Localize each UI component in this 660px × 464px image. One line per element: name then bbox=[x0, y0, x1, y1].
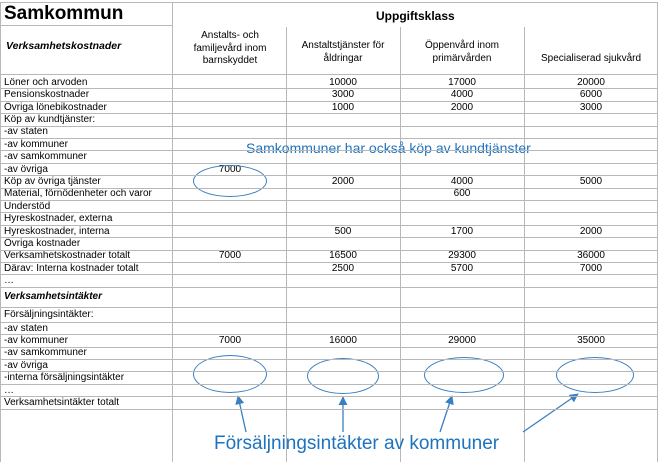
table-cell: 35000 bbox=[577, 334, 605, 346]
table-cell: 2000 bbox=[579, 225, 603, 237]
table-cell: 16000 bbox=[329, 334, 357, 346]
row-label: Hyreskostnader, interna bbox=[4, 225, 110, 237]
grid-line bbox=[0, 287, 658, 288]
arrow-to-specialized bbox=[523, 394, 578, 432]
row-label: Verksamhetsintäkter totalt bbox=[4, 396, 120, 408]
grid-line bbox=[0, 200, 658, 201]
table-cell: 7000 bbox=[218, 334, 242, 346]
page-title: Samkommun bbox=[4, 3, 124, 24]
table-cell: 4000 bbox=[450, 89, 474, 101]
table-cell: 36000 bbox=[577, 250, 605, 262]
table-cell: 6000 bbox=[579, 89, 603, 101]
arrow-to-primary-care bbox=[440, 396, 452, 432]
grid-line bbox=[0, 150, 658, 151]
grid-line bbox=[0, 396, 658, 397]
table-cell: 16500 bbox=[329, 250, 357, 262]
grid-line bbox=[0, 138, 658, 139]
grid-line bbox=[0, 175, 658, 176]
table-cell: 29300 bbox=[448, 250, 476, 262]
grid-line bbox=[0, 322, 658, 323]
table-cell: 7000 bbox=[218, 250, 242, 262]
table-cell: 1000 bbox=[331, 101, 355, 113]
table-cell: 4000 bbox=[450, 175, 474, 187]
sales-annotation: Försäljningsintäkter av kommuner bbox=[214, 433, 500, 454]
grid-line bbox=[0, 88, 658, 89]
table-cell: 2000 bbox=[450, 101, 474, 113]
cost-header: Verksamhetskostnader bbox=[6, 40, 122, 52]
row-label: -av staten bbox=[4, 126, 48, 138]
row-label: -av samkommuner bbox=[4, 151, 87, 163]
grid-line bbox=[0, 225, 658, 226]
column-header-specialized-care: Specialiserad sjukvård bbox=[540, 53, 642, 64]
row-label: -av kommuner bbox=[4, 138, 68, 150]
table-cell: 1700 bbox=[450, 225, 474, 237]
table-cell: 2500 bbox=[331, 262, 355, 274]
grid-line bbox=[0, 334, 658, 335]
row-label: Övriga lönebikostnader bbox=[4, 101, 107, 113]
section-heading: Verksamhetsintäkter bbox=[4, 291, 103, 303]
group-header: Uppgiftsklass bbox=[376, 9, 455, 23]
grid-line bbox=[0, 126, 658, 127]
grid-line bbox=[0, 274, 658, 275]
row-label: -av övriga bbox=[4, 163, 48, 175]
grid-line bbox=[0, 163, 658, 164]
grid-line bbox=[0, 384, 658, 385]
table-cell: 7000 bbox=[218, 163, 242, 175]
row-label: Övriga kostnader bbox=[4, 237, 81, 249]
grid-line bbox=[0, 237, 658, 238]
row-label: Material, förnödenheter och varor bbox=[4, 188, 152, 200]
table-cell: 10000 bbox=[329, 76, 357, 88]
row-label: -interna försäljningsintäkter bbox=[4, 372, 125, 384]
row-label: -av kommuner bbox=[4, 334, 68, 346]
grid-line bbox=[0, 262, 658, 263]
table-cell: 3000 bbox=[579, 101, 603, 113]
row-label: Därav: Interna kostnader totalt bbox=[4, 262, 139, 274]
column-header-child-welfare: Anstalts- och familjevård inom barnskyddet bbox=[193, 30, 267, 66]
grid-line bbox=[0, 371, 658, 372]
table-cell: 2000 bbox=[331, 175, 355, 187]
table-cell: 29000 bbox=[448, 334, 476, 346]
row-label: Köp av övriga tjänster bbox=[4, 175, 101, 187]
row-label: Köp av kundtjänster: bbox=[4, 113, 96, 125]
table-cell: 20000 bbox=[577, 76, 605, 88]
table-cell: 7000 bbox=[579, 262, 603, 274]
grid-line bbox=[0, 113, 658, 114]
row-label: -av samkommuner bbox=[4, 347, 87, 359]
column-header-primary-care: Öppenvård inom primärvården bbox=[425, 40, 499, 64]
grid-line bbox=[0, 359, 658, 360]
row-label: Verksamhetskostnader totalt bbox=[4, 250, 131, 262]
row-label: -av övriga bbox=[4, 359, 48, 371]
grid-line bbox=[0, 250, 658, 251]
grid-line bbox=[0, 409, 658, 410]
row-label: Försäljningsintäkter: bbox=[4, 308, 94, 320]
table-cell: 500 bbox=[334, 225, 352, 237]
table-cell: 17000 bbox=[448, 76, 476, 88]
grid-line bbox=[0, 347, 658, 348]
row-label: Pensionskostnader bbox=[4, 89, 90, 101]
row-label: -av staten bbox=[4, 322, 48, 334]
grid-line bbox=[0, 212, 658, 213]
grid-line bbox=[0, 188, 658, 189]
row-label: Löner och arvoden bbox=[4, 76, 88, 88]
table-cell: 600 bbox=[453, 188, 471, 200]
grid-line bbox=[0, 307, 658, 308]
table-cell: 5000 bbox=[579, 175, 603, 187]
row-label: … bbox=[4, 384, 14, 396]
table-cell: 3000 bbox=[331, 89, 355, 101]
purchase-annotation: Samkommuner har också köp av kundtjänster bbox=[246, 140, 531, 156]
grid-line bbox=[0, 101, 658, 102]
table-cell: 5700 bbox=[450, 262, 474, 274]
row-label: … bbox=[4, 275, 14, 287]
row-label: Hyreskostnader, externa bbox=[4, 213, 113, 225]
column-header-elderly-services: Anstaltstjänster för åldringar bbox=[301, 40, 385, 64]
row-label: Understöd bbox=[4, 200, 51, 212]
arrow-to-child-welfare bbox=[238, 396, 246, 432]
